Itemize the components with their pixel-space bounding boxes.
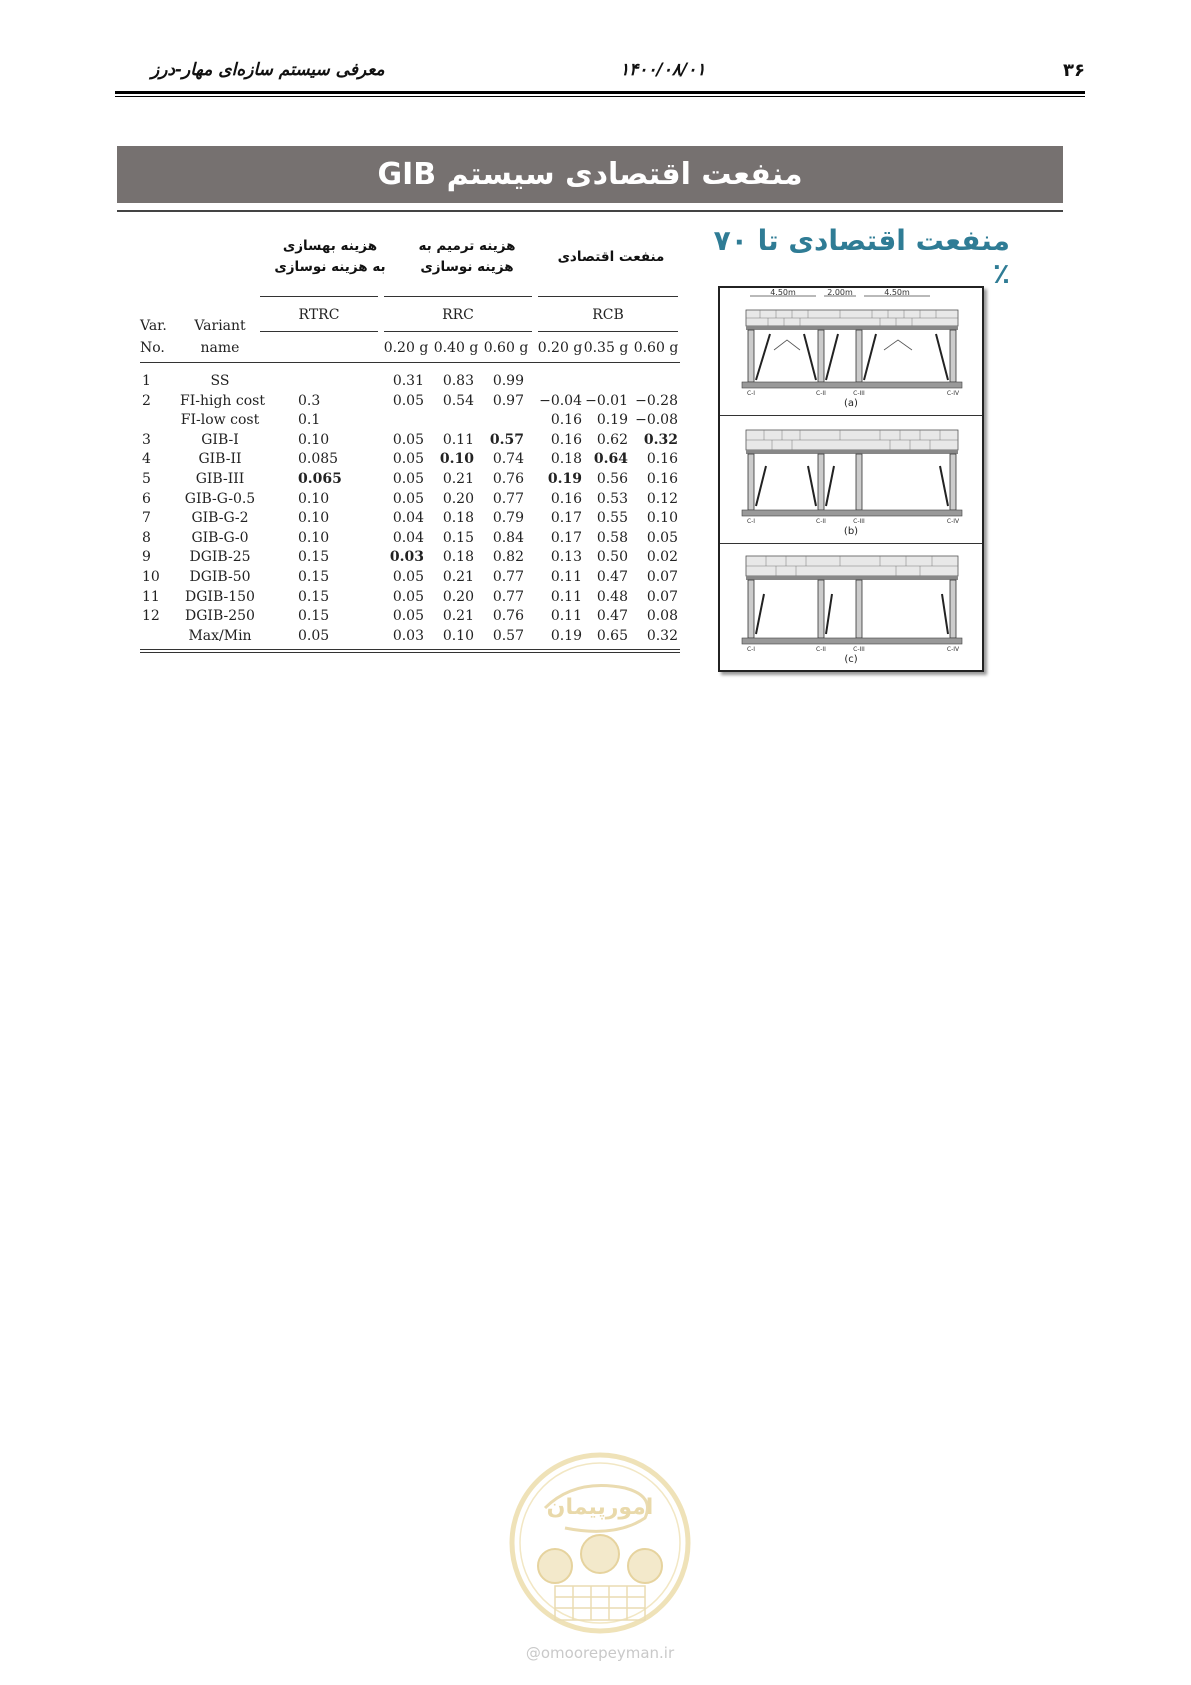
row-variant-name: GIB-G-2 — [191, 510, 249, 527]
banner-rule — [117, 210, 1063, 212]
row-variant-name: DGIB-150 — [185, 588, 255, 605]
row-variant-name: DGIB-25 — [189, 549, 251, 566]
row-rcb-value: 0.50 — [596, 549, 628, 566]
row-rcb-value: 0.62 — [596, 431, 628, 448]
row-rcb-value: 0.32 — [643, 431, 678, 448]
row-rcb-value: 0.19 — [550, 627, 582, 644]
row-rcb-value: 0.16 — [550, 412, 582, 429]
row-rcb-value: 0.55 — [596, 510, 628, 527]
row-rrc-value: 0.84 — [492, 529, 524, 546]
row-rrc-value: 0.77 — [492, 569, 524, 585]
row-variant-name: SS — [210, 373, 230, 389]
col-label: C-II — [816, 646, 826, 653]
row-rrc-value: 0.04 — [392, 510, 424, 527]
row-rrc-value: 0.21 — [442, 471, 474, 487]
col-label: C-IV — [946, 518, 960, 525]
row-var-no: 10 — [142, 569, 160, 585]
group-underline — [260, 331, 378, 332]
page-header — [115, 58, 1085, 88]
row-rrc-value: 0.57 — [492, 627, 524, 644]
row-rrc-value: 0.05 — [392, 392, 424, 409]
col-label: C-I — [746, 390, 756, 397]
row-rtrc: 0.05 — [298, 627, 330, 644]
row-rrc-value: 0.11 — [442, 431, 474, 448]
row-rrc-value: 0.82 — [492, 549, 524, 566]
row-rtrc: 0.10 — [298, 490, 330, 507]
row-variant-name: DGIB-50 — [189, 569, 251, 585]
row-rcb-value: 0.05 — [646, 529, 678, 546]
table-bottom-rule — [140, 652, 680, 653]
frame-drawing-a — [720, 288, 982, 398]
row-variant-name: DGIB-250 — [185, 608, 255, 625]
row-rcb-value: 0.47 — [596, 569, 628, 585]
row-rtrc: 0.15 — [298, 569, 330, 585]
row-rcb-value: 0.07 — [646, 569, 678, 585]
row-rtrc: 0.085 — [298, 451, 339, 468]
panel-label-b: (b) — [843, 526, 859, 537]
dim-label: 2.00m — [827, 288, 853, 297]
row-variant-name: GIB-III — [195, 471, 245, 487]
row-rcb-value: 0.19 — [547, 471, 582, 487]
row-rcb-value: 0.64 — [593, 451, 628, 468]
row-rrc-value: 0.21 — [442, 608, 474, 625]
row-rtrc: 0.065 — [298, 471, 342, 487]
subcol-header: 0.60 g — [483, 340, 529, 356]
row-rcb-value: 0.17 — [550, 510, 582, 527]
variant-header-2: name — [200, 340, 240, 356]
row-rrc-value: 0.05 — [392, 451, 424, 468]
rrc-caption-line2: هزینه نوسازی — [420, 259, 514, 275]
row-rcb-value: 0.11 — [550, 588, 582, 605]
row-rtrc: 0.15 — [298, 608, 330, 625]
group-rrc: RRC — [442, 307, 474, 323]
row-rcb-value: 0.08 — [646, 608, 678, 625]
group-rtrc: RTRC — [298, 307, 340, 323]
row-rcb-value: 0.16 — [646, 471, 678, 487]
rtrc-caption-line2: به هزینه نوسازی — [274, 259, 386, 275]
subcol-header: 0.20 g — [537, 340, 583, 356]
header-date: ۱۴۰۰/۰۸/۰۱ — [620, 60, 706, 80]
row-variant-name: GIB-I — [201, 431, 239, 448]
row-var-no: 3 — [142, 431, 151, 448]
dim-label: 4.50m — [884, 288, 910, 297]
row-rrc-value: 0.74 — [492, 451, 524, 468]
row-rcb-value: 0.13 — [550, 549, 582, 566]
row-rrc-value: 0.79 — [492, 510, 524, 527]
row-var-no: 8 — [142, 529, 151, 546]
figure-panel-b — [720, 416, 982, 542]
row-rrc-value: 0.83 — [442, 373, 474, 389]
row-rcb-value: 0.65 — [596, 627, 628, 644]
row-rtrc: 0.15 — [298, 549, 330, 566]
col-label: C-I — [746, 518, 756, 525]
row-rcb-value: 0.47 — [596, 608, 628, 625]
col-label: C-IV — [946, 646, 960, 653]
row-rtrc: 0.1 — [298, 412, 321, 429]
row-rrc-value: 0.03 — [389, 549, 424, 566]
subcol-header: 0.20 g — [383, 340, 429, 356]
row-rrc-value: 0.10 — [439, 451, 474, 468]
row-rrc-value: 0.04 — [392, 529, 424, 546]
col-label: C-III — [853, 518, 865, 525]
row-rrc-value: 0.03 — [392, 627, 424, 644]
row-rrc-value: 0.97 — [492, 392, 524, 409]
caption-underline — [538, 296, 678, 297]
watermark-logo-text: امورپیمان — [546, 1495, 654, 1520]
row-rrc-value: 0.05 — [392, 490, 424, 507]
frame-drawing-c — [720, 544, 982, 654]
figure-panel-a — [720, 288, 982, 414]
row-rcb-value: 0.32 — [646, 627, 678, 644]
row-rrc-value: 0.05 — [392, 608, 424, 625]
col-label: C-III — [853, 646, 865, 653]
subheading: منفعت اقتصادی تا ۷۰ ٪ — [713, 224, 1010, 290]
var-header-1: Var. — [140, 318, 167, 334]
watermark-logo — [505, 1448, 695, 1638]
row-rcb-value: 0.11 — [550, 569, 582, 585]
row-rcb-value: 0.56 — [596, 471, 628, 487]
row-rrc-value: 0.54 — [442, 392, 474, 409]
row-var-no: 4 — [142, 451, 151, 468]
row-rrc-value: 0.20 — [442, 588, 474, 605]
col-label: C-III — [853, 390, 865, 397]
row-rcb-value: 0.53 — [596, 490, 628, 507]
caption-underline — [260, 296, 378, 297]
page-number: ۳۶ — [1063, 60, 1085, 81]
row-rtrc: 0.10 — [298, 510, 330, 527]
row-rcb-value: 0.19 — [596, 412, 628, 429]
row-rtrc: 0.15 — [298, 588, 330, 605]
economic-benefit-table — [140, 236, 680, 656]
rtrc-caption-line1: هزینه بهسازی — [282, 238, 378, 254]
row-var-no: 6 — [142, 490, 151, 507]
row-variant-name: GIB-G-0.5 — [184, 490, 256, 507]
section-banner: منفعت اقتصادی سیستم GIB — [117, 146, 1063, 203]
row-rcb-value: −0.01 — [585, 392, 628, 409]
col-label: C-IV — [946, 390, 960, 397]
row-rcb-value: 0.17 — [550, 529, 582, 546]
row-rrc-value: 0.31 — [392, 373, 424, 389]
row-rrc-value: 0.18 — [442, 549, 474, 566]
rcb-caption-line1: منفعت اقتصادی — [557, 249, 665, 265]
row-rcb-value: −0.04 — [539, 392, 582, 409]
row-variant-name: Max/Min — [188, 627, 252, 644]
frame-drawing-b — [720, 416, 982, 526]
row-rrc-value: 0.10 — [442, 627, 474, 644]
row-rtrc: 0.3 — [298, 392, 321, 409]
subcol-header: 0.40 g — [433, 340, 479, 356]
subcol-header: 0.60 g — [633, 340, 679, 356]
row-rrc-value: 0.99 — [492, 373, 524, 389]
row-var-no: 12 — [142, 608, 160, 625]
row-rrc-value: 0.77 — [492, 588, 524, 605]
caption-underline — [384, 296, 532, 297]
row-variant-name: GIB-II — [198, 451, 242, 468]
row-var-no: 7 — [142, 510, 151, 527]
variant-header-1: Variant — [194, 318, 246, 334]
header-rule-thin — [115, 96, 1085, 97]
panel-label-c: (c) — [844, 654, 858, 665]
row-var-no: 1 — [142, 373, 151, 389]
group-underline — [384, 331, 532, 332]
rrc-caption-line1: هزینه ترمیم به — [418, 238, 516, 254]
row-variant-name: FI-low cost — [180, 412, 260, 429]
row-var-no: 9 — [142, 549, 151, 566]
row-rrc-value: 0.20 — [442, 490, 474, 507]
row-rcb-value: 0.16 — [646, 451, 678, 468]
header-rule-thick — [115, 91, 1085, 94]
row-rcb-value: 0.11 — [550, 608, 582, 625]
table-bottom-rule — [140, 649, 680, 650]
row-var-no: 11 — [142, 588, 160, 605]
figure-panel-c — [720, 544, 982, 670]
group-rcb: RCB — [592, 307, 624, 323]
gib-frame-figure — [718, 286, 984, 672]
row-rcb-value: 0.16 — [550, 431, 582, 448]
row-rtrc: 0.10 — [298, 529, 330, 546]
row-rrc-value: 0.05 — [392, 569, 424, 585]
row-rcb-value: 0.07 — [646, 588, 678, 605]
row-rcb-value: 0.18 — [550, 451, 582, 468]
dim-label: 4.50m — [770, 288, 796, 297]
row-rrc-value: 0.15 — [442, 529, 474, 546]
col-label: C-II — [816, 390, 826, 397]
header-title: معرفی سیستم سازه‌ای مهار-درز — [151, 60, 385, 80]
row-variant-name: FI-high cost — [180, 392, 265, 409]
row-rcb-value: 0.16 — [550, 490, 582, 507]
header-bottom-rule — [140, 362, 680, 363]
row-rcb-value: −0.28 — [635, 392, 678, 409]
row-var-no: 5 — [142, 471, 151, 487]
row-rtrc: 0.10 — [298, 431, 330, 448]
row-rrc-value: 0.76 — [492, 608, 524, 625]
rtrc-caption — [260, 236, 400, 278]
watermark-url: @omoorepeyman.ir — [525, 1644, 675, 1662]
subcol-header: 0.35 g — [583, 340, 629, 356]
row-rcb-value: 0.10 — [646, 510, 678, 527]
col-label: C-II — [816, 518, 826, 525]
row-rrc-value: 0.21 — [442, 569, 474, 585]
row-rcb-value: 0.58 — [596, 529, 628, 546]
row-variant-name: GIB-G-0 — [191, 529, 249, 546]
panel-label-a: (a) — [844, 398, 858, 409]
var-header-2: No. — [140, 340, 165, 356]
row-rrc-value: 0.18 — [442, 510, 474, 527]
group-underline — [538, 331, 678, 332]
row-rrc-value: 0.05 — [392, 588, 424, 605]
row-rrc-value: 0.57 — [489, 431, 524, 448]
rrc-caption — [402, 236, 532, 278]
row-rcb-value: 0.02 — [646, 549, 678, 566]
row-rrc-value: 0.77 — [492, 490, 524, 507]
rcb-caption — [542, 247, 680, 268]
row-rcb-value: 0.48 — [596, 588, 628, 605]
row-rrc-value: 0.05 — [392, 431, 424, 448]
row-rcb-value: −0.08 — [635, 412, 678, 429]
row-rcb-value: 0.12 — [646, 490, 678, 507]
row-rrc-value: 0.05 — [392, 471, 424, 487]
col-label: C-I — [746, 646, 756, 653]
row-var-no: 2 — [142, 392, 151, 409]
row-rrc-value: 0.76 — [492, 471, 524, 487]
